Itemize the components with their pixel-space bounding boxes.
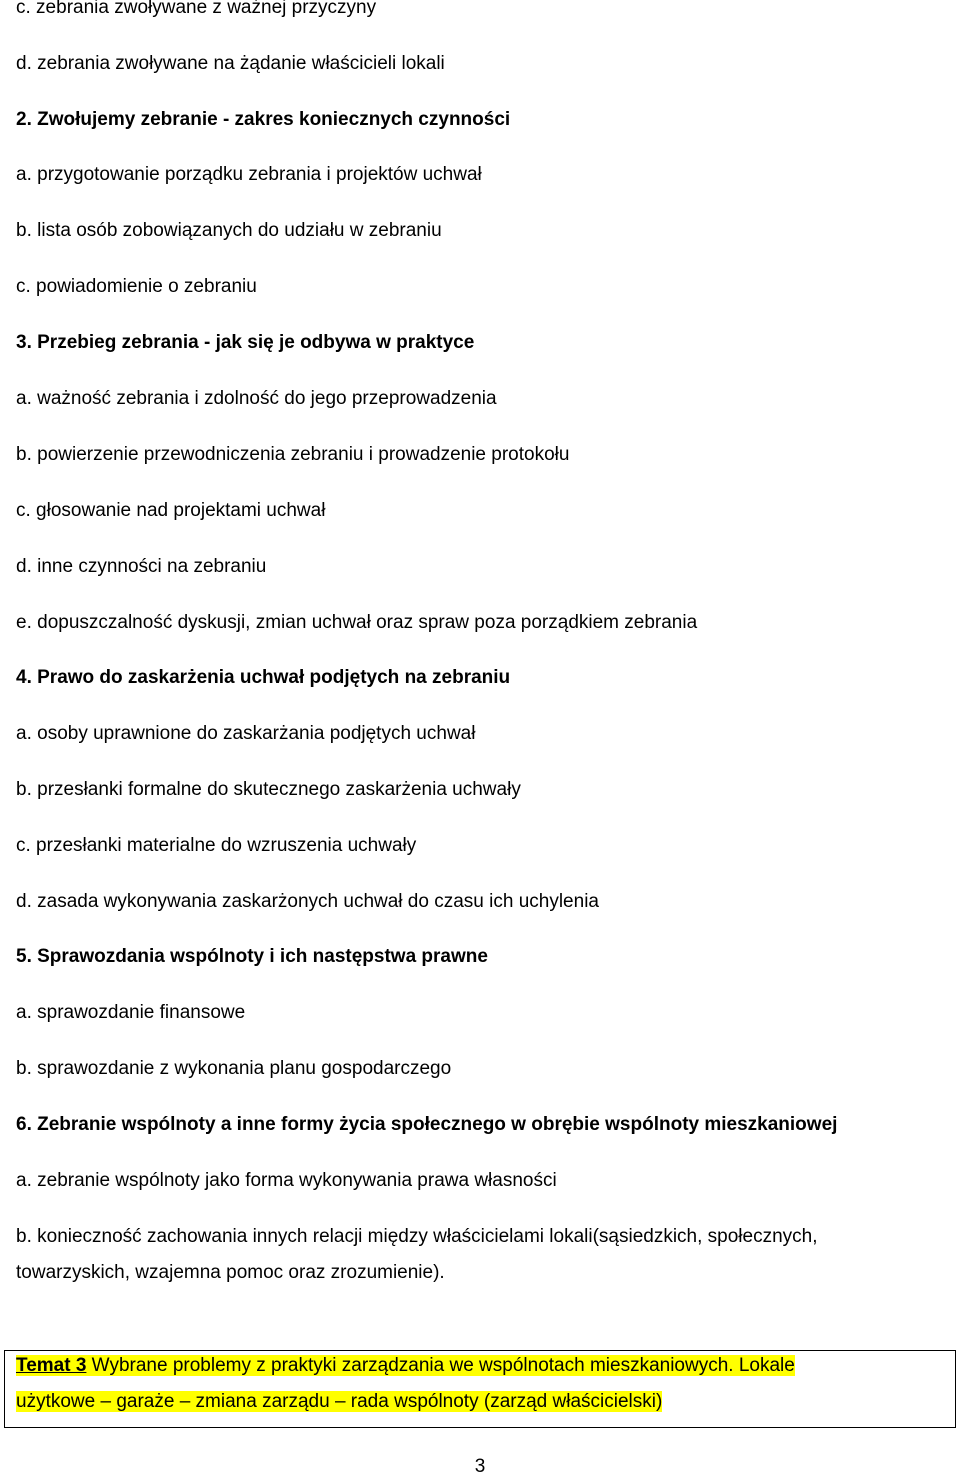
list-item: c. powiadomienie o zebraniu — [16, 276, 257, 297]
topic-line-1 — [16, 1355, 795, 1377]
topic-label: Temat 3 — [16, 1355, 87, 1376]
section-heading: 3. Przebieg zebrania - jak się je odbywa w praktyce — [16, 332, 475, 353]
topic-title-continued: użytkowe – garaże – zmiana zarządu – rada wspólnoty (zarząd właścicielski) — [16, 1391, 663, 1412]
section-heading: 6. Zebranie wspólnoty a inne formy życia społecznego w obrębie wspólnoty mieszkaniowej — [16, 1114, 838, 1135]
list-item: c. przesłanki materialne do wzruszenia uchwały — [16, 835, 417, 856]
list-item-continuation: towarzyskich, wzajemna pomoc oraz zrozumienie). — [16, 1262, 445, 1283]
list-item: b. sprawozdanie z wykonania planu gospodarczego — [16, 1058, 452, 1079]
list-item: a. sprawozdanie finansowe — [16, 1002, 246, 1023]
list-item: d. inne czynności na zebraniu — [16, 556, 267, 577]
list-item: c. głosowanie nad projektami uchwał — [16, 500, 326, 521]
page-number: 3 — [474, 1456, 486, 1477]
list-item: a. ważność zebrania i zdolność do jego przeprowadzenia — [16, 388, 497, 409]
list-item: a. osoby uprawnione do zaskarżania podjętych uchwał — [16, 723, 476, 744]
list-item: a. przygotowanie porządku zebrania i projektów uchwał — [16, 164, 482, 185]
section-heading: 4. Prawo do zaskarżenia uchwał podjętych na zebraniu — [16, 667, 511, 688]
list-item: d. zebrania zwoływane na żądanie właścicieli lokali — [16, 53, 445, 74]
section-heading: 2. Zwołujemy zebranie - zakres koniecznych czynności — [16, 109, 511, 130]
list-item: d. zasada wykonywania zaskarżonych uchwał do czasu ich uchylenia — [16, 891, 599, 912]
list-item: e. dopuszczalność dyskusji, zmian uchwał oraz spraw poza porządkiem zebrania — [16, 612, 698, 633]
list-item: a. zebranie wspólnoty jako forma wykonywania prawa własności — [16, 1170, 557, 1191]
topic-line-2 — [16, 1391, 662, 1413]
list-item: b. przesłanki formalne do skutecznego zaskarżenia uchwały — [16, 779, 521, 800]
list-item: c. zebrania zwoływane z ważnej przyczyny — [16, 0, 377, 18]
list-item: b. powierzenie przewodniczenia zebraniu i prowadzenie protokołu — [16, 444, 570, 465]
list-item: b. konieczność zachowania innych relacji między właścicielami lokali(sąsiedzkich, społecznych, — [16, 1226, 818, 1247]
topic-title: Wybrane problemy z praktyki zarządzania we wspólnotach mieszkaniowych. Lokale — [86, 1355, 795, 1376]
section-heading: 5. Sprawozdania wspólnoty i ich następstwa prawne — [16, 946, 488, 967]
list-item: b. lista osób zobowiązanych do udziału w zebraniu — [16, 220, 442, 241]
